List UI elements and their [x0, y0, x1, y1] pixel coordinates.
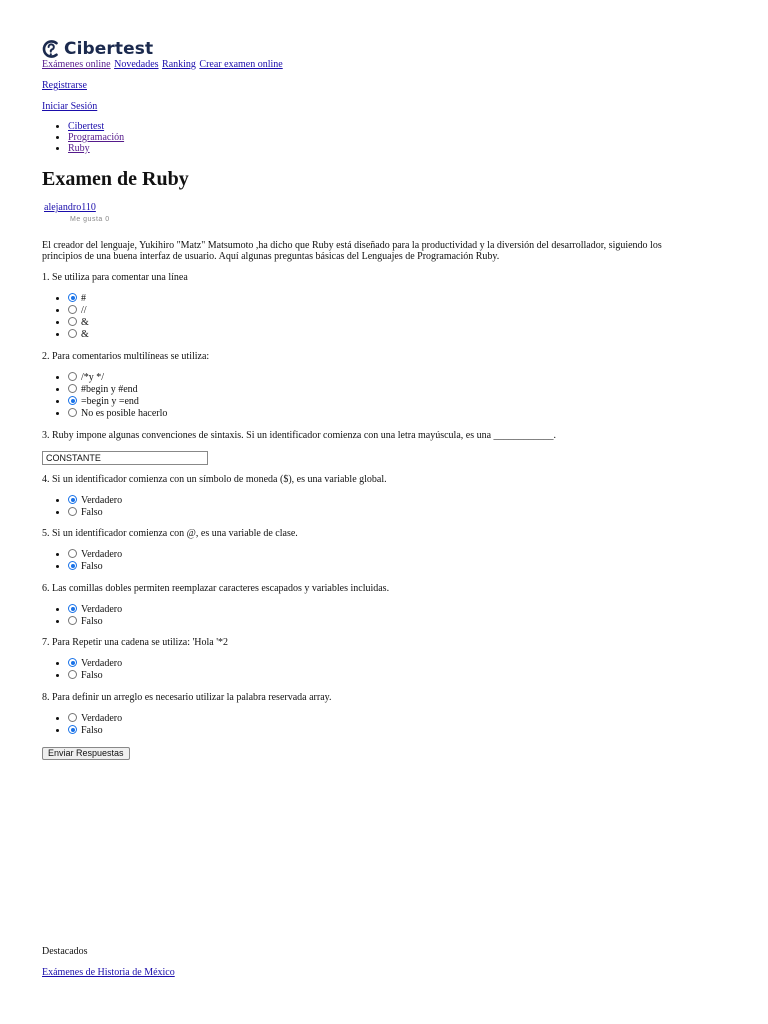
- answer-option[interactable]: [68, 495, 122, 507]
- radio-button[interactable]: [68, 725, 77, 734]
- answer-option[interactable]: [68, 658, 122, 670]
- answer-options: [42, 495, 122, 519]
- question-text: 6. Las comillas dobles permiten reemplazar caracteres escapados y variables incluidas.: [42, 583, 390, 594]
- radio-button[interactable]: [68, 670, 77, 679]
- radio-button[interactable]: [68, 329, 77, 338]
- answer-option[interactable]: [68, 725, 122, 737]
- option-label: Falso: [81, 561, 103, 572]
- option-label: &: [81, 317, 89, 328]
- option-label: Falso: [81, 507, 103, 518]
- answer-option[interactable]: [68, 305, 89, 317]
- answer-options: [42, 372, 167, 420]
- answer-option[interactable]: [68, 396, 167, 408]
- breadcrumb-item: [68, 121, 124, 132]
- radio-button[interactable]: [68, 604, 77, 613]
- option-label: Verdadero: [81, 658, 123, 669]
- question-text: 5. Si un identificador comienza con @, es una variable de clase.: [42, 528, 298, 539]
- answer-option[interactable]: [68, 372, 167, 384]
- nav-link-novedades[interactable]: Novedades: [114, 59, 159, 70]
- option-label: Falso: [81, 616, 103, 627]
- answer-option[interactable]: [68, 670, 122, 682]
- nav-link-crear-examen[interactable]: Crear examen online: [199, 59, 283, 70]
- answer-option[interactable]: [68, 329, 89, 341]
- author-link[interactable]: alejandro110: [44, 202, 96, 213]
- radio-button[interactable]: [68, 408, 77, 417]
- option-label: /*y */: [81, 372, 105, 383]
- option-label: Verdadero: [81, 495, 123, 506]
- radio-button[interactable]: [68, 396, 77, 405]
- option-label: //: [81, 305, 87, 316]
- answer-option[interactable]: [68, 293, 89, 305]
- question-text: 4. Si un identificador comienza con un símbolo de moneda ($), es una variable global.: [42, 474, 387, 485]
- like-button[interactable]: Me gusta 0: [70, 216, 110, 223]
- answer-options: [42, 293, 89, 341]
- answer-option[interactable]: [68, 549, 122, 561]
- question-text: 2. Para comentarios multilíneas se utiliza:: [42, 351, 210, 362]
- radio-button[interactable]: [68, 293, 77, 302]
- radio-button[interactable]: [68, 561, 77, 570]
- answer-option[interactable]: [68, 384, 167, 396]
- option-label: Falso: [81, 670, 103, 681]
- breadcrumb: [42, 121, 124, 154]
- cibertest-logo-icon: [42, 39, 60, 59]
- radio-button[interactable]: [68, 495, 77, 504]
- radio-button[interactable]: [68, 549, 77, 558]
- radio-button[interactable]: [68, 658, 77, 667]
- answer-option[interactable]: [68, 317, 89, 329]
- question-text: 8. Para definir un arreglo es necesario utilizar la palabra reservada array.: [42, 692, 332, 703]
- answer-options: [42, 658, 122, 682]
- option-label: Verdadero: [81, 604, 123, 615]
- answer-option[interactable]: [68, 507, 122, 519]
- option-label: =begin y =end: [81, 396, 139, 407]
- option-label: &: [81, 329, 89, 340]
- radio-button[interactable]: [68, 507, 77, 516]
- answer-option[interactable]: [68, 616, 122, 628]
- featured-exam-link[interactable]: Exámenes de Historia de México: [42, 967, 175, 978]
- featured-heading: Destacados: [42, 946, 88, 957]
- exam-description: El creador del lenguaje, Yukihiro "Matz" Matsumoto ,ha dicho que Ruby está diseñado para la productividad y la diversión del desarrollador, siguiendo los principios de una buena interfaz de usuario. Aquí algunas preguntas básicas del Lenguajes de Programación Ruby.: [42, 240, 662, 262]
- brand-name: Cibertest: [64, 39, 154, 59]
- question-text: 3. Ruby impone algunas convenciones de sintaxis. Si un identificador comienza con una letra mayúscula, es una ____________.: [42, 430, 557, 441]
- radio-button[interactable]: [68, 384, 77, 393]
- login-link[interactable]: Iniciar Sesión: [42, 101, 98, 112]
- radio-button[interactable]: [68, 372, 77, 381]
- answer-option[interactable]: [68, 604, 122, 616]
- nav-link-examenes-online[interactable]: Exámenes online: [42, 59, 111, 70]
- answer-option[interactable]: [68, 713, 122, 725]
- option-label: #: [81, 293, 86, 304]
- answer-options: [42, 604, 122, 628]
- answer-option[interactable]: [68, 408, 167, 420]
- radio-button[interactable]: [68, 713, 77, 722]
- breadcrumb-item: [68, 143, 124, 154]
- radio-button[interactable]: [68, 305, 77, 314]
- nav-link-ranking[interactable]: Ranking: [162, 59, 196, 70]
- option-label: #begin y #end: [81, 384, 138, 395]
- page-title: Examen de Ruby: [42, 168, 189, 190]
- breadcrumb-link-ruby[interactable]: Ruby: [68, 143, 90, 154]
- radio-button[interactable]: [68, 317, 77, 326]
- breadcrumb-link-cibertest[interactable]: Cibertest: [68, 121, 105, 132]
- answer-options: [42, 713, 122, 737]
- submit-answers-button[interactable]: Enviar Respuestas: [42, 747, 130, 760]
- register-link[interactable]: Registrarse: [42, 80, 87, 91]
- answer-option[interactable]: [68, 561, 122, 573]
- breadcrumb-item: [68, 132, 124, 143]
- top-nav: [42, 59, 284, 70]
- question-text: 1. Se utiliza para comentar una línea: [42, 272, 188, 283]
- answer-options: [42, 549, 122, 573]
- option-label: Verdadero: [81, 713, 123, 724]
- option-label: Verdadero: [81, 549, 123, 560]
- answer-input[interactable]: [42, 451, 208, 465]
- site-logo[interactable]: [42, 38, 153, 60]
- question-text: 7. Para Repetir una cadena se utiliza: 'Hola '*2: [42, 637, 229, 648]
- option-label: Falso: [81, 725, 103, 736]
- breadcrumb-link-programacion[interactable]: Programación: [68, 132, 125, 143]
- radio-button[interactable]: [68, 616, 77, 625]
- option-label: No es posible hacerlo: [81, 408, 168, 419]
